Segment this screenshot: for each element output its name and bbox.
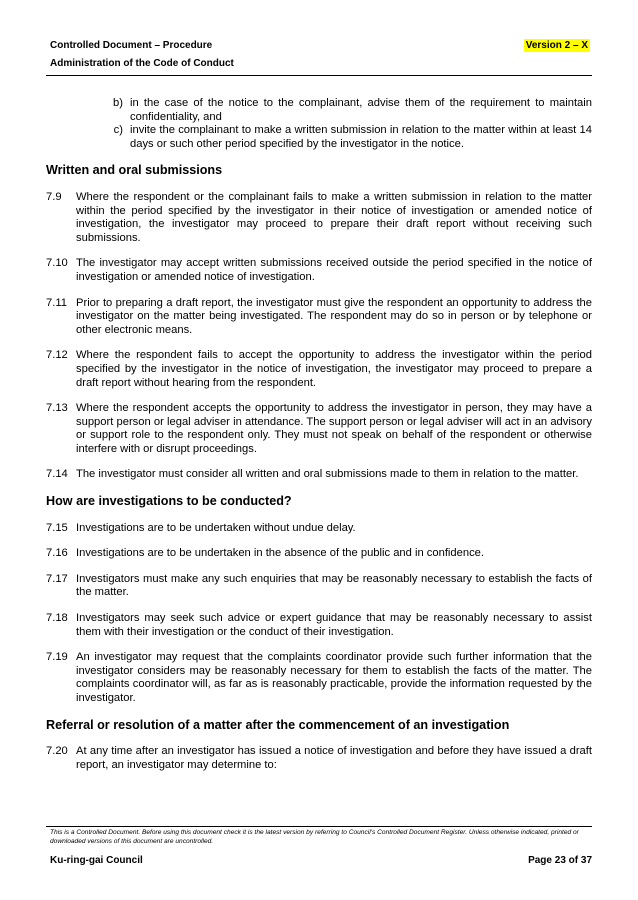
organisation-name: Ku-ring-gai Council: [50, 855, 143, 866]
clause-number: 7.11: [46, 296, 67, 309]
clause-number: 7.19: [46, 651, 68, 664]
clause-text: The investigator may accept written submissions received outside the period specified in the notice of investigation or amended notice of investigation.: [76, 257, 592, 283]
clause-text: Where the respondent or the complainant fails to make a written submission in relation to the matter within the period specified by the investigator in their notice of investigation or amended notice of investigation, the investigator may proceed to prepare their draft report without receiving such submissions.: [76, 190, 592, 244]
clause-number: 7.17: [46, 572, 68, 585]
list-item: [46, 124, 592, 151]
list-item-text: invite the complainant to make a written submission in relation to the matter within at least 14 days or such other period specified by the investigator in the notice.: [130, 124, 592, 150]
clause-number: 7.16: [46, 547, 68, 560]
version-badge: Version 2 – X: [525, 40, 588, 51]
clause: [46, 651, 592, 705]
clause-text: Investigations are to be undertaken in the absence of the public and in confidence.: [76, 547, 485, 560]
section-heading: Written and oral submissions: [46, 163, 223, 178]
clause-text: At any time after an investigator has issued a notice of investigation and before they have issued a draft report, an investigator may determine to:: [76, 745, 592, 771]
clause-number: 7.13: [46, 402, 68, 415]
clause: [46, 257, 592, 284]
list-item-label: b): [113, 97, 123, 109]
sub-list: [46, 97, 592, 151]
clause-text: Where the respondent accepts the opportunity to address the investigator in person, they may have a support person or legal adviser in attendance. The support person or legal adviser will act in an advisory or support role to the respondent only. They must not speak on behalf of the respondent or otherwise interfere with or disrupt proceedings.: [76, 402, 592, 455]
list-item-text: in the case of the notice to the complainant, advise them of the requirement to maintain confidentiality, and: [130, 97, 592, 123]
clause: [46, 547, 592, 561]
clause-number: 7.10: [46, 257, 68, 270]
controlled-document-notice: This is a Controlled Document. Before using this document check it is the latest version by referring to Council’s Controlled Document Register. Unless otherwise indicated, printed or downloaded versions of this document are uncontrolled.: [50, 829, 579, 845]
clause: [46, 468, 592, 482]
clause-number: 7.20: [46, 745, 68, 758]
list-item: [46, 97, 592, 124]
clause: [46, 349, 592, 390]
list-item-label: c): [113, 124, 123, 137]
document-type: Controlled Document – Procedure: [50, 40, 213, 51]
section-heading: How are investigations to be conducted?: [46, 494, 292, 509]
clause-text: Investigators must make any such enquiries that may be reasonably necessary to establish the facts of the matter.: [76, 572, 592, 599]
clause: [46, 191, 592, 245]
clause-text: Prior to preparing a draft report, the investigator must give the respondent an opportunity to address the investigator on the matter being investigated. The respondent may do so in person or by telephone or other electronic means.: [76, 296, 592, 336]
clause-text: The investigator must consider all written and oral submissions made to them in relation to the matter.: [76, 468, 579, 481]
clause-text: Where the respondent fails to accept the opportunity to address the investigator within the period specified by the investigator in the notice of investigation, the investigator may proceed to prepare a draft report without hearing from the respondent.: [76, 349, 592, 389]
clause-text: An investigator may request that the complaints coordinator provide such further information that the investigator considers may be reasonably necessary for them to establish the facts of the matter. The complaints coordinator will, as far as is reasonably practicable, provide the information requested by the investigator.: [76, 651, 592, 704]
clause: [46, 297, 592, 338]
clause: [46, 522, 592, 536]
clause: [46, 402, 592, 456]
page-number: Page 23 of 37: [528, 855, 592, 866]
clause-number: 7.9: [46, 190, 62, 203]
clause: [46, 573, 592, 600]
clause: [46, 745, 592, 772]
document-body: [46, 97, 592, 784]
clause-number: 7.18: [46, 612, 68, 625]
footer-divider: [46, 826, 592, 827]
clause-number: 7.15: [46, 521, 68, 534]
document-title: Administration of the Code of Conduct: [50, 58, 234, 69]
clause-text: Investigators may seek such advice or expert guidance that may be reasonably necessary to assist them with their investigation or the conduct of their investigation.: [76, 612, 592, 638]
clause-number: 7.12: [46, 349, 68, 362]
header-divider: [46, 75, 592, 76]
clause-number: 7.14: [46, 468, 68, 481]
section-heading: Referral or resolution of a matter after the commencement of an investigation: [46, 717, 510, 732]
clause: [46, 612, 592, 639]
clause-text: Investigations are to be undertaken without undue delay.: [76, 521, 356, 534]
